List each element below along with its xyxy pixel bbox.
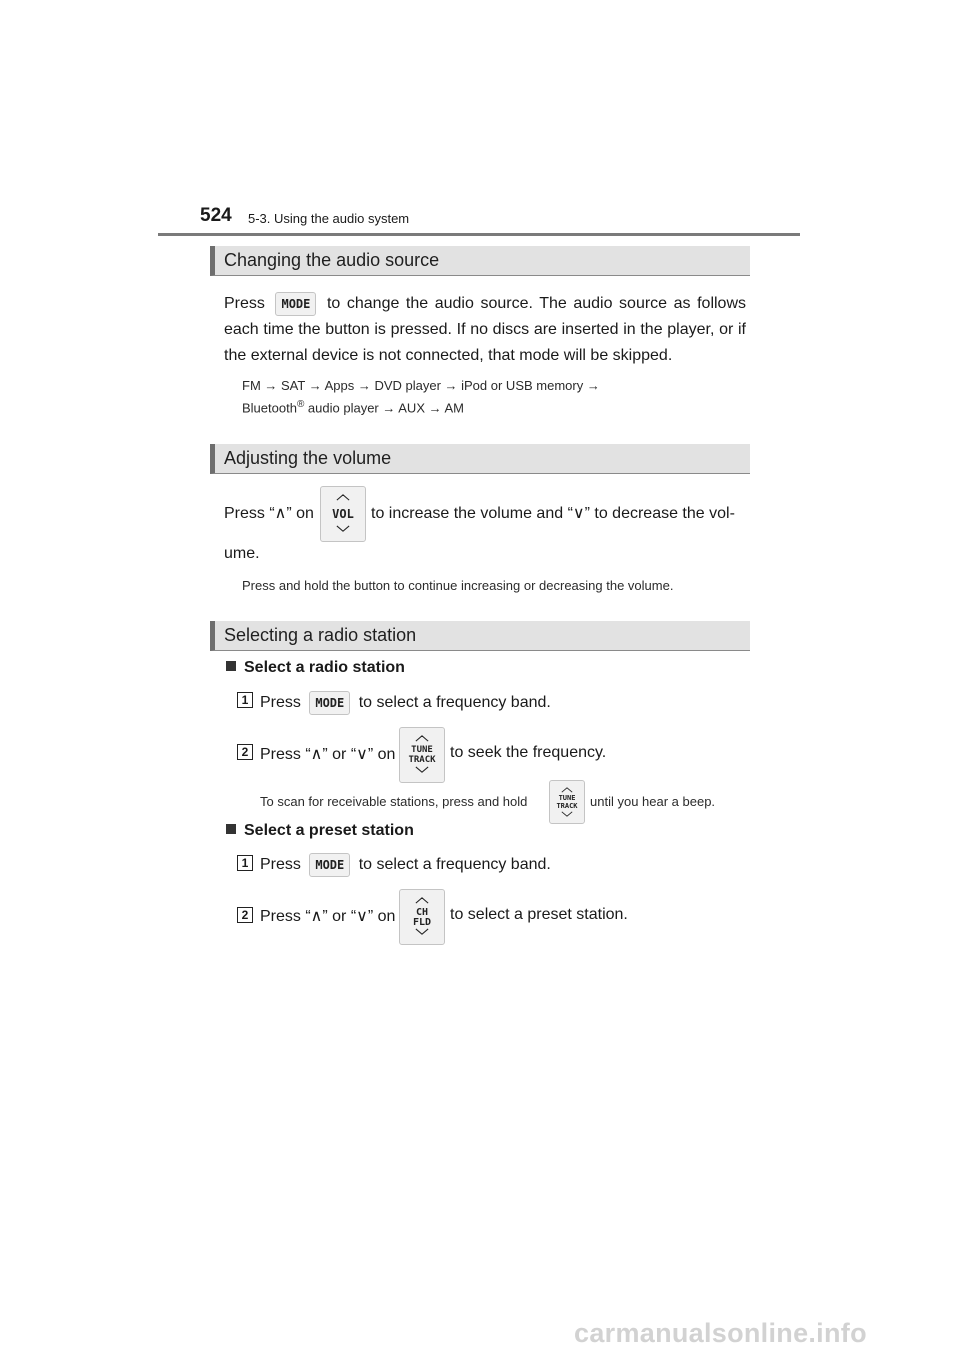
square-bullet-icon [226, 824, 236, 834]
vol-rocker-icon [320, 486, 366, 542]
mode-button-icon: MODE [309, 853, 350, 877]
section-header-changing-source [210, 246, 750, 276]
scan-note-a: To scan for receivable stations, press and hold [260, 794, 528, 809]
arrow-up-icon: ︿ [336, 488, 350, 503]
arrow-down-icon: ﹀ [415, 929, 429, 944]
section-header-volume [210, 444, 750, 474]
section-title: Changing the audio source [224, 250, 440, 270]
sequence-bluetooth: Bluetooth [242, 400, 297, 416]
tune-track-rocker-small-icon [549, 780, 585, 824]
preset-step1-text [260, 853, 551, 877]
step2-text-a: Press “∧” or “∨” on [260, 746, 396, 763]
volume-text-b: to increase the volume and “∨” to decrease the vol- [371, 505, 735, 522]
subheading-select-radio [226, 659, 405, 677]
tune-label: TUNE [558, 794, 576, 802]
registered-mark: ® [296, 399, 305, 410]
section-title: Selecting a radio station [224, 625, 417, 645]
chapter-title: 5-3. Using the audio system [248, 211, 410, 226]
subheading-select-preset [226, 822, 414, 840]
mode-button-icon: MODE [275, 292, 316, 316]
volume-note: Press and hold the button to continue increasing or decreasing the volume. [242, 578, 674, 593]
source-sequence-line2 [242, 399, 464, 415]
step1-rest: to select a frequency band. [358, 856, 551, 873]
arrow-up-icon: ︿ [415, 891, 429, 906]
arrow-down-icon: ﹀ [336, 526, 350, 541]
step1-press: Press [260, 694, 301, 711]
arrow-up-icon: ︿ [561, 781, 573, 794]
track-label: TRACK [408, 755, 436, 765]
arrow-up-icon: ︿ [415, 729, 429, 744]
step1-press: Press [260, 856, 301, 873]
step2-text-b: to seek the frequency. [450, 744, 607, 761]
ch-fld-rocker-icon [399, 889, 445, 945]
step1-text [260, 691, 551, 715]
volume-text-c: ume. [224, 545, 260, 562]
subheading-text: Select a preset station [244, 822, 414, 839]
track-label: TRACK [556, 802, 578, 810]
scan-note-b: until you hear a beep. [590, 794, 716, 809]
source-sequence-line1: FM → SAT → Apps → DVD player → iPod or USB memory → [242, 378, 600, 393]
intro-press: Press [224, 295, 265, 312]
watermark-text: carmanualsonline.info [574, 1318, 867, 1348]
step1-rest: to select a frequency band. [358, 694, 551, 711]
header-divider [158, 233, 800, 236]
ch-label: CH [415, 907, 429, 918]
preset-step2-text-a: Press “∧” or “∨” on [260, 908, 396, 925]
step-number-1: 1 [237, 692, 253, 708]
section-header-radio [210, 621, 750, 651]
arrow-down-icon: ﹀ [415, 767, 429, 782]
step-number-1: 1 [237, 855, 253, 871]
volume-text-a: Press “∧” on [224, 505, 314, 522]
mode-button-icon: MODE [309, 691, 350, 715]
arrow-down-icon: ﹀ [561, 811, 573, 824]
square-bullet-icon [226, 661, 236, 671]
changing-source-paragraph [224, 291, 746, 369]
page-number: 524 [200, 205, 232, 226]
preset-step2-text-b: to select a preset station. [450, 906, 628, 923]
subheading-text: Select a radio station [244, 659, 405, 676]
vol-label: VOL [332, 507, 354, 521]
sequence-rest: audio player → AUX → AM [304, 400, 464, 416]
section-title: Adjusting the volume [224, 448, 392, 468]
tune-label: TUNE [411, 745, 433, 755]
intro-rest: to change the audio source. The audio source as follows each time the button is pressed. If no discs are inserted in the player, or if the external device is not connected, that mode will be skipped. [224, 295, 747, 364]
fld-label: FLD [412, 917, 432, 928]
tune-track-rocker-icon [399, 727, 445, 783]
step-number-2: 2 [237, 907, 253, 923]
step-number-2: 2 [237, 744, 253, 760]
